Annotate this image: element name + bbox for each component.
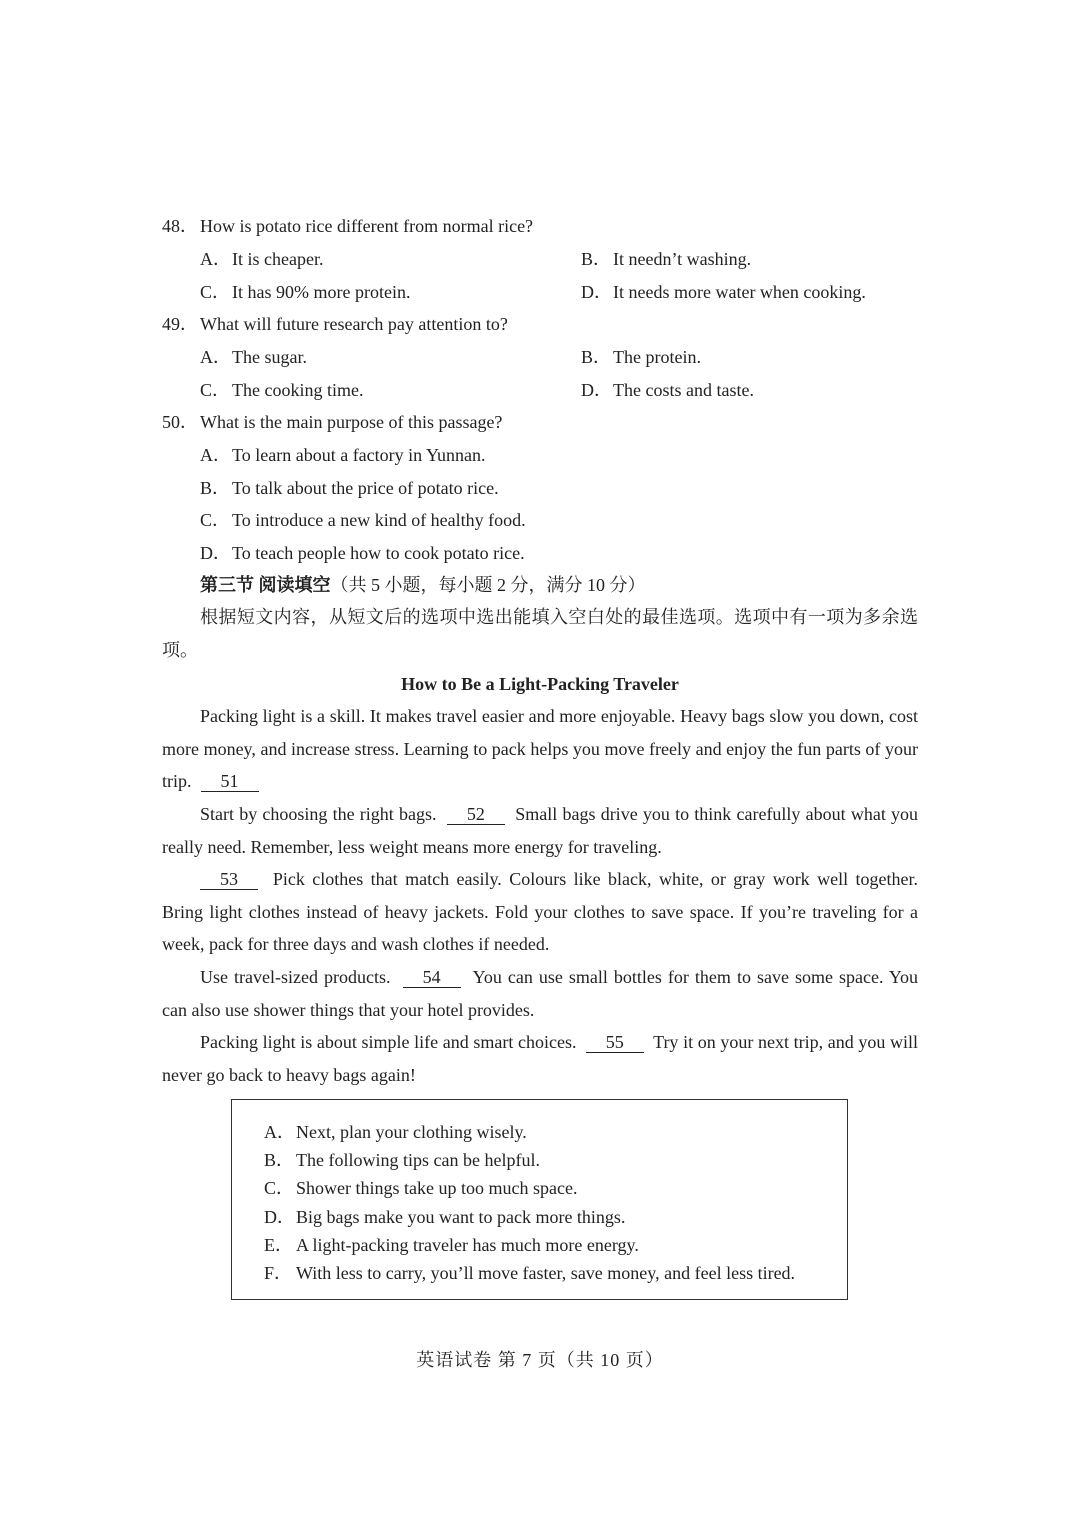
question-stem: What is the main purpose of this passage? bbox=[200, 412, 503, 432]
question-50 bbox=[162, 410, 502, 434]
choice-text: Next, plan your clothing wisely. bbox=[296, 1122, 527, 1142]
question-49 bbox=[162, 312, 508, 336]
question-stem: What will future research pay attention to? bbox=[200, 314, 508, 334]
choice-f[interactable] bbox=[264, 1261, 795, 1285]
choices-box bbox=[231, 1099, 848, 1300]
blank-53[interactable]: 53 bbox=[200, 869, 258, 890]
paragraph-text: Start by choosing the right bags. bbox=[200, 804, 437, 824]
paragraph-text: Try it on your next trip, and you will never go back to heavy bags again! bbox=[162, 1032, 918, 1085]
choice-letter: A． bbox=[264, 1122, 295, 1142]
option-text: The sugar. bbox=[232, 347, 307, 367]
choice-text: With less to carry, you’ll move faster, save money, and feel less tired. bbox=[296, 1263, 796, 1283]
option-text: The costs and taste. bbox=[613, 380, 754, 400]
paragraph-4 bbox=[162, 961, 918, 1026]
blank-54[interactable]: 54 bbox=[403, 967, 461, 988]
option-49-b bbox=[581, 345, 701, 369]
section-title: 第三节 阅读填空 bbox=[200, 575, 331, 595]
option-text: It is cheaper. bbox=[232, 249, 324, 269]
section-instruction: 根据短文内容，从短文后的选项中选出能填入空白处的最佳选项。选项中有一项为多余选项。 bbox=[162, 607, 918, 660]
option-text: It has 90% more protein. bbox=[232, 282, 411, 302]
paragraph-text: Use travel-sized products. bbox=[200, 967, 391, 987]
option-text: The cooking time. bbox=[232, 380, 364, 400]
choice-d[interactable] bbox=[264, 1205, 625, 1229]
paragraph-3 bbox=[162, 863, 918, 961]
section-note: （共 5 小题，每小题 2 分，满分 10 分） bbox=[330, 575, 646, 595]
option-letter: C． bbox=[200, 380, 231, 400]
option-48-a bbox=[200, 247, 323, 271]
option-text: The protein. bbox=[613, 347, 701, 367]
question-number: 50． bbox=[162, 412, 198, 432]
option-50-b bbox=[200, 476, 499, 500]
paragraph-2 bbox=[162, 798, 918, 863]
choice-text: Big bags make you want to pack more things. bbox=[296, 1207, 626, 1227]
option-letter: D． bbox=[200, 543, 231, 563]
paragraph-text: You can use small bottles for them to save some space. You can also use shower things that your hotel provides. bbox=[162, 967, 919, 1020]
option-49-a bbox=[200, 345, 307, 369]
choice-a[interactable] bbox=[264, 1120, 527, 1144]
blank-51[interactable]: 51 bbox=[201, 771, 259, 792]
section-heading bbox=[200, 573, 646, 597]
choice-text: Shower things take up too much space. bbox=[296, 1178, 578, 1198]
paragraph-text: Small bags drive you to think carefully about what you really need. Remember, less weight means more energy for traveling. bbox=[162, 804, 919, 857]
option-text: To teach people how to cook potato rice. bbox=[232, 543, 525, 563]
option-text: To introduce a new kind of healthy food. bbox=[232, 510, 526, 530]
paragraph-text: Packing light is about simple life and smart choices. bbox=[200, 1032, 577, 1052]
option-letter: D． bbox=[581, 282, 612, 302]
option-letter: C． bbox=[200, 510, 231, 530]
question-number: 49． bbox=[162, 314, 198, 334]
paragraph-text: Packing light is a skill. It makes travel easier and more enjoyable. Heavy bags slow you down, cost more money, and increase stress. Learning to pack helps you move freely and enjoy the fun parts of your trip. bbox=[162, 706, 918, 792]
option-48-b bbox=[581, 247, 751, 271]
option-50-a bbox=[200, 443, 486, 467]
choice-letter: D． bbox=[264, 1207, 295, 1227]
question-number: 48． bbox=[162, 216, 198, 236]
option-text: To learn about a factory in Yunnan. bbox=[232, 445, 486, 465]
option-letter: B． bbox=[581, 249, 612, 269]
choice-c[interactable] bbox=[264, 1176, 577, 1200]
choice-text: The following tips can be helpful. bbox=[296, 1150, 540, 1170]
option-letter: B． bbox=[200, 478, 231, 498]
choice-letter: C． bbox=[264, 1178, 295, 1198]
question-stem: How is potato rice different from normal rice? bbox=[200, 216, 534, 236]
choice-b[interactable] bbox=[264, 1148, 540, 1172]
option-50-c bbox=[200, 508, 526, 532]
page-footer: 英语试卷 第 7 页（共 10 页） bbox=[416, 1350, 664, 1370]
option-48-c bbox=[200, 280, 410, 304]
choice-e[interactable] bbox=[264, 1233, 639, 1257]
option-letter: C． bbox=[200, 282, 231, 302]
option-letter: B． bbox=[581, 347, 612, 367]
option-text: To talk about the price of potato rice. bbox=[232, 478, 499, 498]
passage-title: How to Be a Light-Packing Traveler bbox=[401, 674, 679, 694]
paragraph-text: Pick clothes that match easily. Colours like black, white, or gray work well together. Bring light clothes instead of heavy jackets. Fold your clothes to save space. If you’re traveling for a week, pack for three days and wash clothes if needed. bbox=[162, 869, 918, 955]
paragraph-5 bbox=[162, 1026, 918, 1091]
option-letter: A． bbox=[200, 445, 231, 465]
choice-text: A light-packing traveler has much more energy. bbox=[296, 1235, 639, 1255]
option-50-d bbox=[200, 541, 525, 565]
option-letter: A． bbox=[200, 347, 231, 367]
option-text: It needn’t washing. bbox=[613, 249, 752, 269]
choice-letter: B． bbox=[264, 1150, 295, 1170]
question-48 bbox=[162, 214, 533, 238]
blank-52[interactable]: 52 bbox=[447, 804, 505, 825]
option-49-c bbox=[200, 378, 363, 402]
paragraph-1 bbox=[162, 700, 918, 798]
option-48-d bbox=[581, 280, 866, 304]
choice-letter: E． bbox=[264, 1235, 293, 1255]
option-letter: A． bbox=[200, 249, 231, 269]
choice-letter: F． bbox=[264, 1263, 293, 1283]
option-49-d bbox=[581, 378, 754, 402]
option-text: It needs more water when cooking. bbox=[613, 282, 866, 302]
blank-55[interactable]: 55 bbox=[586, 1032, 644, 1053]
option-letter: D． bbox=[581, 380, 612, 400]
